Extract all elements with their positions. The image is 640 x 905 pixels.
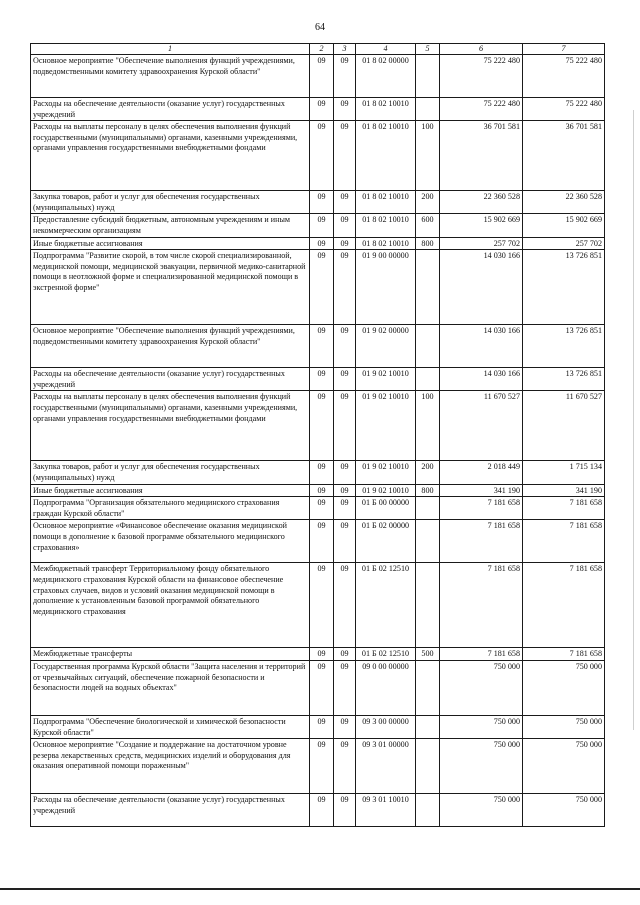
row-amount-year2: 15 902 669 — [523, 214, 605, 237]
row-amount-year1: 750 000 — [440, 715, 523, 738]
row-expense-type: 800 — [416, 484, 440, 497]
row-expense-type: 800 — [416, 237, 440, 250]
row-section: 09 — [310, 715, 334, 738]
row-name: Иные бюджетные ассигнования — [31, 237, 310, 250]
row-name: Расходы на обеспечение деятельности (оказание услуг) государственных учреждений — [31, 368, 310, 391]
row-amount-year2: 750 000 — [523, 794, 605, 827]
row-amount-year2: 750 000 — [523, 739, 605, 794]
row-amount-year2: 1 715 134 — [523, 461, 605, 484]
row-amount-year1: 257 702 — [440, 237, 523, 250]
row-amount-year1: 14 030 166 — [440, 250, 523, 325]
row-name: Расходы на выплаты персоналу в целях обеспечения выполнения функций государственными (муниципальными) органами, казенными учреждениями, органами управления государственными внебюджетными фондами — [31, 121, 310, 191]
row-amount-year2: 7 181 658 — [523, 563, 605, 648]
row-section: 09 — [310, 191, 334, 214]
row-amount-year1: 75 222 480 — [440, 55, 523, 98]
row-amount-year1: 14 030 166 — [440, 368, 523, 391]
row-subsection: 09 — [334, 237, 356, 250]
row-name: Закупка товаров, работ и услуг для обеспечения государственных (муниципальных) нужд — [31, 191, 310, 214]
row-section: 09 — [310, 461, 334, 484]
row-expense-type — [416, 794, 440, 827]
row-name: Расходы на обеспечение деятельности (оказание услуг) государственных учреждений — [31, 794, 310, 827]
row-subsection: 09 — [334, 461, 356, 484]
row-subsection: 09 — [334, 794, 356, 827]
header-col-7: 7 — [523, 44, 605, 55]
row-name: Основное мероприятие "Обеспечение выполнения функций учреждениями, подведомственными комитету здравоохранения Курской области" — [31, 325, 310, 368]
row-target-article: 01 8 02 10010 — [356, 237, 416, 250]
row-name: Подпрограмма "Обеспечение биологической и химической безопасности Курской области" — [31, 715, 310, 738]
row-target-article: 09 3 00 00000 — [356, 715, 416, 738]
row-amount-year1: 750 000 — [440, 739, 523, 794]
row-amount-year2: 7 181 658 — [523, 497, 605, 520]
row-subsection: 09 — [334, 121, 356, 191]
table-row — [31, 214, 605, 237]
table-row — [31, 250, 605, 325]
row-target-article: 01 Б 02 00000 — [356, 520, 416, 563]
row-amount-year2: 7 181 658 — [523, 648, 605, 661]
row-name: Основное мероприятие "Создание и поддержание на достаточном уровне резерва лекарственных средств, медицинских изделий и оборудования для оказания оперативной помощи пораженным" — [31, 739, 310, 794]
table-row — [31, 563, 605, 648]
row-name: Основное мероприятие "Обеспечение выполнения функций учреждениями, подведомственными комитету здравоохранения Курской области" — [31, 55, 310, 98]
row-name: Расходы на выплаты персоналу в целях обеспечения выполнения функций государственными (муниципальными) органами, казенными учреждениями, органами управления государственными внебюджетными фондами — [31, 391, 310, 461]
row-expense-type — [416, 715, 440, 738]
table-row — [31, 391, 605, 461]
row-expense-type — [416, 368, 440, 391]
row-expense-type — [416, 497, 440, 520]
row-target-article: 01 9 02 10010 — [356, 484, 416, 497]
row-amount-year1: 15 902 669 — [440, 214, 523, 237]
row-target-article: 09 3 01 10010 — [356, 794, 416, 827]
row-target-article: 01 8 02 00000 — [356, 55, 416, 98]
row-target-article: 09 3 01 00000 — [356, 739, 416, 794]
row-amount-year1: 750 000 — [440, 660, 523, 715]
row-section: 09 — [310, 520, 334, 563]
row-name: Предоставление субсидий бюджетным, автономным учреждениям и иным некоммерческим организациям — [31, 214, 310, 237]
table-row — [31, 648, 605, 661]
row-subsection: 09 — [334, 214, 356, 237]
row-subsection: 09 — [334, 191, 356, 214]
row-name: Закупка товаров, работ и услуг для обеспечения государственных (муниципальных) нужд — [31, 461, 310, 484]
header-col-5: 5 — [416, 44, 440, 55]
row-name: Расходы на обеспечение деятельности (оказание услуг) государственных учреждений — [31, 98, 310, 121]
row-amount-year2: 13 726 851 — [523, 250, 605, 325]
page-bottom-rule — [0, 888, 640, 890]
row-amount-year2: 7 181 658 — [523, 520, 605, 563]
row-amount-year1: 36 701 581 — [440, 121, 523, 191]
page-number: 64 — [315, 22, 325, 33]
row-target-article: 01 9 02 10010 — [356, 391, 416, 461]
row-section: 09 — [310, 121, 334, 191]
row-expense-type: 200 — [416, 191, 440, 214]
table-row — [31, 739, 605, 794]
row-target-article: 01 9 02 10010 — [356, 461, 416, 484]
row-target-article: 01 8 02 10010 — [356, 214, 416, 237]
row-amount-year2: 13 726 851 — [523, 368, 605, 391]
row-expense-type — [416, 250, 440, 325]
row-amount-year2: 36 701 581 — [523, 121, 605, 191]
row-name: Основное мероприятие «Финансовое обеспечение оказания медицинской помощи в дополнение к базовой программе обязательного медицинского страхования» — [31, 520, 310, 563]
header-col-4: 4 — [356, 44, 416, 55]
row-section: 09 — [310, 391, 334, 461]
table-row — [31, 368, 605, 391]
table-header-row — [31, 44, 605, 55]
row-subsection: 09 — [334, 368, 356, 391]
table-row — [31, 191, 605, 214]
row-amount-year1: 11 670 527 — [440, 391, 523, 461]
row-subsection: 09 — [334, 648, 356, 661]
row-amount-year2: 22 360 528 — [523, 191, 605, 214]
row-section: 09 — [310, 250, 334, 325]
table-row — [31, 497, 605, 520]
budget-table — [30, 43, 605, 827]
row-amount-year2: 11 670 527 — [523, 391, 605, 461]
row-target-article: 01 8 02 10010 — [356, 121, 416, 191]
row-name: Государственная программа Курской области "Защита населения и территорий от чрезвычайных ситуаций, обеспечение пожарной безопасности и безопасности людей на водных объектах" — [31, 660, 310, 715]
row-subsection: 09 — [334, 715, 356, 738]
row-amount-year2: 75 222 480 — [523, 55, 605, 98]
table-row — [31, 715, 605, 738]
table-row — [31, 121, 605, 191]
row-expense-type — [416, 520, 440, 563]
row-target-article: 01 9 02 10010 — [356, 368, 416, 391]
table-row — [31, 55, 605, 98]
row-subsection: 09 — [334, 250, 356, 325]
row-expense-type: 100 — [416, 121, 440, 191]
row-amount-year1: 341 190 — [440, 484, 523, 497]
scan-edge-line — [633, 110, 634, 730]
row-subsection: 09 — [334, 484, 356, 497]
row-expense-type — [416, 660, 440, 715]
row-target-article: 01 Б 02 12510 — [356, 648, 416, 661]
table-row — [31, 98, 605, 121]
row-amount-year2: 341 190 — [523, 484, 605, 497]
table-row — [31, 794, 605, 827]
row-expense-type — [416, 55, 440, 98]
row-amount-year1: 14 030 166 — [440, 325, 523, 368]
row-section: 09 — [310, 497, 334, 520]
row-amount-year1: 750 000 — [440, 794, 523, 827]
row-section: 09 — [310, 484, 334, 497]
row-amount-year1: 7 181 658 — [440, 563, 523, 648]
row-section: 09 — [310, 55, 334, 98]
table-body — [31, 55, 605, 827]
row-target-article: 01 8 02 10010 — [356, 191, 416, 214]
row-amount-year1: 22 360 528 — [440, 191, 523, 214]
row-subsection: 09 — [334, 98, 356, 121]
row-amount-year1: 75 222 480 — [440, 98, 523, 121]
row-section: 09 — [310, 368, 334, 391]
row-target-article: 01 8 02 10010 — [356, 98, 416, 121]
row-name: Иные бюджетные ассигнования — [31, 484, 310, 497]
row-amount-year1: 7 181 658 — [440, 648, 523, 661]
row-target-article: 01 9 00 00000 — [356, 250, 416, 325]
row-expense-type — [416, 563, 440, 648]
header-col-3: 3 — [334, 44, 356, 55]
row-section: 09 — [310, 739, 334, 794]
row-amount-year1: 2 018 449 — [440, 461, 523, 484]
row-subsection: 09 — [334, 660, 356, 715]
header-col-2: 2 — [310, 44, 334, 55]
row-section: 09 — [310, 237, 334, 250]
row-name: Подпрограмма "Организация обязательного медицинского страхования граждан Курской области" — [31, 497, 310, 520]
row-name: Межбюджетные трансферты — [31, 648, 310, 661]
row-subsection: 09 — [334, 497, 356, 520]
row-target-article: 09 0 00 00000 — [356, 660, 416, 715]
row-subsection: 09 — [334, 520, 356, 563]
row-expense-type — [416, 325, 440, 368]
row-name: Подпрограмма "Развитие скорой, в том числе скорой специализированной, медицинской помощи, медицинской эвакуации, первичной медико-санитарной помощи в неотложной форме и специализированной медицинской помощи в экстренной форме" — [31, 250, 310, 325]
table-row — [31, 520, 605, 563]
row-name: Межбюджетный трансферт Территориальному фонду обязательного медицинского страхования Курской области на финансовое обеспечение страховых случаев, видов и условий оказания медицинской помощи в дополнение к установленным базовой программой обязательного медицинского страхования — [31, 563, 310, 648]
row-section: 09 — [310, 325, 334, 368]
row-subsection: 09 — [334, 325, 356, 368]
table-row — [31, 461, 605, 484]
row-section: 09 — [310, 794, 334, 827]
row-amount-year2: 75 222 480 — [523, 98, 605, 121]
row-amount-year2: 13 726 851 — [523, 325, 605, 368]
row-target-article: 01 9 02 00000 — [356, 325, 416, 368]
row-section: 09 — [310, 660, 334, 715]
row-amount-year1: 7 181 658 — [440, 520, 523, 563]
table-row — [31, 660, 605, 715]
row-subsection: 09 — [334, 391, 356, 461]
row-section: 09 — [310, 563, 334, 648]
row-expense-type: 600 — [416, 214, 440, 237]
row-amount-year2: 750 000 — [523, 715, 605, 738]
row-amount-year2: 750 000 — [523, 660, 605, 715]
header-col-1: 1 — [31, 44, 310, 55]
row-section: 09 — [310, 98, 334, 121]
row-expense-type — [416, 739, 440, 794]
header-col-6: 6 — [440, 44, 523, 55]
row-amount-year2: 257 702 — [523, 237, 605, 250]
table-row — [31, 325, 605, 368]
row-expense-type — [416, 98, 440, 121]
row-section: 09 — [310, 648, 334, 661]
row-expense-type: 200 — [416, 461, 440, 484]
row-expense-type: 500 — [416, 648, 440, 661]
row-subsection: 09 — [334, 739, 356, 794]
row-section: 09 — [310, 214, 334, 237]
row-amount-year1: 7 181 658 — [440, 497, 523, 520]
row-subsection: 09 — [334, 55, 356, 98]
row-expense-type: 100 — [416, 391, 440, 461]
table-row — [31, 237, 605, 250]
row-subsection: 09 — [334, 563, 356, 648]
row-target-article: 01 Б 00 00000 — [356, 497, 416, 520]
row-target-article: 01 Б 02 12510 — [356, 563, 416, 648]
table-row — [31, 484, 605, 497]
